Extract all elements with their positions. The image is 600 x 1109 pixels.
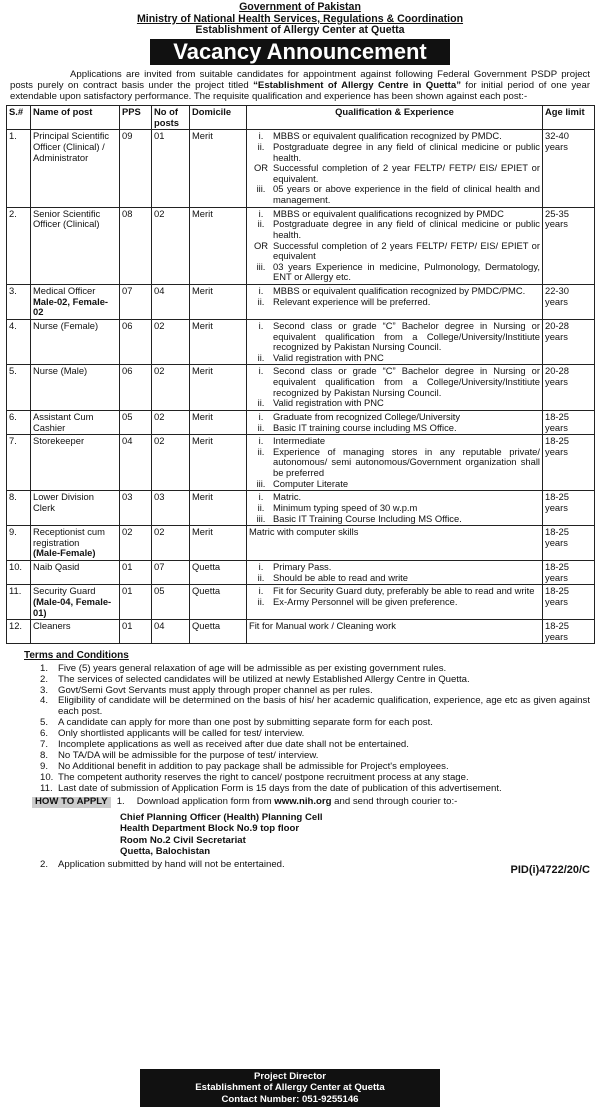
cell-post: [31, 435, 120, 491]
post-name: Lower Division Clerk: [33, 491, 94, 513]
cell-domicile: Merit: [190, 285, 247, 320]
qualification-text: Valid registration with PNC: [273, 351, 384, 363]
qualification-marker: ii.: [257, 445, 265, 457]
qualification-text: MBBS or equivalent qualification recognized by PMDC/PMC.: [273, 285, 526, 297]
term-text: The services of selected candidates will be utilized at newly Established Allergy Centre in Quetta.: [58, 673, 470, 685]
qualification-marker: iii.: [256, 477, 266, 489]
cell-sn: 2.: [7, 207, 31, 284]
cell-pps: 02: [120, 526, 152, 561]
cell-age: 18-25 years: [543, 585, 595, 620]
cell-sn: 7.: [7, 435, 31, 491]
term-text: Govt/Semi Govt Servants must apply through proper channel as per rules.: [58, 684, 373, 696]
post-name: Cleaners: [33, 620, 71, 632]
qualification-text: Basic IT training course including MS Office.: [273, 421, 457, 433]
qualification-marker: OR: [253, 162, 269, 174]
cell-qualification: [247, 585, 543, 620]
qualification-marker: i.: [258, 561, 264, 573]
cell-age: 18-25 years: [543, 561, 595, 585]
term-number: 1.: [40, 662, 49, 674]
table-row: [7, 491, 595, 526]
qualification-text: Graduate from recognized College/University: [273, 410, 461, 422]
qualification-text: Successful completion of 2 years FELTP/ FETP/ EIS/ EPIET or equivalent: [273, 239, 540, 262]
qualification-marker: i.: [258, 365, 264, 377]
qualification-marker: i.: [258, 319, 264, 331]
qualification-text: Second class or grade “C” Bachelor degree in Nursing or equivalent qualification from a College/University/Institiute recognized by Pakistan Nursing Council.: [273, 319, 540, 353]
qualification-text: Ex-Army Personnel will be given preference.: [273, 595, 458, 607]
qualification-text: MBBS or equivalent qualifications recognized by PMDC: [273, 207, 504, 219]
post-name: Assistant Cum Cashier: [33, 410, 94, 433]
cell-age: 18-25 years: [543, 526, 595, 561]
qualification-marker: ii.: [257, 571, 265, 583]
table-row: [7, 410, 595, 434]
qualification-text: Intermediate: [273, 435, 326, 447]
qualification-text: MBBS or equivalent qualification recognized by PMDC.: [273, 130, 502, 142]
col-header-sn: S.#: [7, 106, 31, 130]
cell-post: [31, 561, 120, 585]
col-header-pps: PPS: [120, 106, 152, 130]
cell-post: [31, 319, 120, 365]
qualification-marker: ii.: [257, 295, 265, 307]
cell-sn: 10.: [7, 561, 31, 585]
cell-post: [31, 130, 120, 207]
table-row: [7, 285, 595, 320]
cell-qualification: [247, 526, 543, 561]
apply-text-1: Download application form from: [136, 795, 275, 807]
cell-sn: 12.: [7, 620, 31, 644]
post-name: Senior Scientific Officer (Clinical): [33, 207, 101, 230]
qualification-marker: OR: [253, 239, 269, 251]
qualification-marker: ii.: [257, 351, 265, 363]
pid-number: PID(i)4722/20/C: [510, 863, 590, 876]
cell-age: 22-30 years: [543, 285, 595, 320]
address-line: Chief Planning Officer (Health) Planning Cell: [120, 811, 323, 823]
term-item: [24, 784, 590, 795]
qualification-marker: i.: [258, 585, 264, 597]
term-number: 7.: [40, 739, 49, 751]
cell-posts: 02: [152, 435, 190, 491]
qualification-marker: ii.: [257, 501, 265, 513]
address-line: Quetta, Balochistan: [120, 846, 211, 858]
how-to-apply-label: HOW TO APPLY: [32, 797, 111, 808]
cell-age: 20-28 years: [543, 365, 595, 411]
cell-pps: 05: [120, 410, 152, 434]
qualification-text: Relevant experience will be preferred.: [273, 295, 431, 307]
qualification-item: [249, 353, 540, 364]
footer-establishment: Establishment of Allergy Center at Quetta: [195, 1082, 385, 1093]
table-row: [7, 319, 595, 365]
terms-section: [24, 650, 590, 794]
apply-step-number: 1.: [116, 795, 125, 807]
qualification-text: Successful completion of 2 year FELTP/ FETP/ EIS/ EPIET or equivalent.: [273, 162, 540, 184]
qualification-text: 05 years or above experience in the field of clinical health and management.: [273, 183, 540, 206]
col-header-domicile: Domicile: [190, 106, 247, 130]
apply-note-number: 2.: [40, 858, 49, 870]
table-row: [7, 620, 595, 644]
cell-qualification: [247, 410, 543, 434]
qualification-text: Minimum typing speed of 30 w.p.m: [273, 501, 418, 513]
term-number: 2.: [40, 673, 49, 685]
qualification-text: Matric.: [273, 491, 302, 503]
cell-qualification: [247, 207, 543, 284]
qualification-marker: i.: [258, 207, 264, 219]
qualification-marker: ii.: [257, 218, 265, 230]
cell-sn: 6.: [7, 410, 31, 434]
cell-age: 18-25 years: [543, 410, 595, 434]
term-text: Incomplete applications as well as received after due date shall not be entertained.: [58, 739, 409, 751]
cell-qualification: [247, 319, 543, 365]
apply-instruction: [137, 797, 458, 808]
qualification-item: [249, 503, 540, 514]
cell-pps: 01: [120, 620, 152, 644]
qualification-item: [249, 366, 540, 398]
cell-sn: 11.: [7, 585, 31, 620]
qualification-text: Postgraduate degree in any field of clinical medicine or public health.: [273, 140, 540, 163]
header-government: Government of Pakistan: [239, 1, 361, 13]
table-row: [7, 526, 595, 561]
cell-posts: 01: [152, 130, 190, 207]
post-name: Medical Officer: [33, 285, 96, 297]
term-number: 8.: [40, 750, 49, 762]
qualification-item: [249, 447, 540, 479]
address-line: Room No.2 Civil Secretariat: [120, 834, 246, 846]
qualification-item: [249, 184, 540, 205]
cell-pps: 09: [120, 130, 152, 207]
footer-contact-number: Contact Number: 051-9255146: [221, 1093, 359, 1105]
cell-pps: 07: [120, 285, 152, 320]
header: [0, 0, 600, 37]
qualification-marker: iii.: [256, 183, 266, 195]
cell-qualification: [247, 620, 543, 644]
cell-post: [31, 410, 120, 434]
cell-age: 18-25 years: [543, 435, 595, 491]
cell-sn: 5.: [7, 365, 31, 411]
cell-posts: 04: [152, 620, 190, 644]
qualification-text: Postgraduate degree in any field of clinical medicine or public health.: [273, 218, 540, 240]
cell-post: [31, 526, 120, 561]
table-row: [7, 365, 595, 411]
header-ministry: Ministry of National Health Services, Regulations & Coordination: [136, 12, 464, 25]
qualification-marker: iii.: [256, 512, 266, 524]
qualification-text: Computer Literate: [273, 477, 349, 489]
download-link[interactable]: www.nih.org: [274, 795, 332, 807]
table-row: [7, 130, 595, 207]
qualification-marker: i.: [258, 130, 264, 142]
qualification-item: [249, 219, 540, 240]
qualification-item: [249, 412, 540, 423]
table-body: [7, 130, 595, 644]
cell-domicile: Merit: [190, 130, 247, 207]
address-line: Health Department Block No.9 top floor: [120, 823, 300, 835]
cell-posts: 02: [152, 526, 190, 561]
qualification-text: 03 years Experience in medicine, Pulmonology, Dermatology, ENT or Allergy etc.: [273, 260, 540, 283]
cell-pps: 03: [120, 491, 152, 526]
cell-post: [31, 285, 120, 320]
term-item: [24, 675, 590, 686]
table-row: [7, 585, 595, 620]
cell-qualification: [247, 365, 543, 411]
cell-age: 32-40 years: [543, 130, 595, 207]
cell-posts: 03: [152, 491, 190, 526]
apply-note: [24, 860, 590, 876]
qualification-text: Primary Pass.: [273, 561, 332, 573]
cell-sn: 9.: [7, 526, 31, 561]
qualification-item: [249, 514, 540, 525]
cell-age: 25-35 years: [543, 207, 595, 284]
qualification-item: [249, 142, 540, 163]
post-name: Nurse (Female): [33, 319, 99, 331]
qualification-text: Valid registration with PNC: [273, 397, 384, 409]
post-name: Receptionist cum registration: [33, 526, 105, 548]
cell-age: 18-25 years: [543, 620, 595, 644]
qualification-text: Fit for Manual work / Cleaning work: [249, 620, 396, 632]
cell-pps: 06: [120, 319, 152, 365]
cell-qualification: [247, 491, 543, 526]
qualification-text: Fit for Security Guard duty, preferably be able to read and write: [273, 585, 535, 597]
cell-posts: 02: [152, 410, 190, 434]
term-text: The competent authority reserves the right to cancel/ postpone recruitment process at any stage.: [58, 771, 469, 783]
qualification-item: [249, 398, 540, 409]
qualification-text: Experience of managing stores in any reputable private/ autonomous/ semi autonomous/Government organization shall be preferred: [273, 445, 540, 479]
cell-post: [31, 620, 120, 644]
qualification-item: [249, 241, 540, 262]
footer-contact: [140, 1069, 440, 1108]
cell-post: [31, 207, 120, 284]
qualification-text: Basic IT Training Course Including MS Office.: [273, 512, 462, 524]
cell-qualification: [247, 435, 543, 491]
cell-pps: 06: [120, 365, 152, 411]
term-text: Five (5) years general relaxation of age will be admissible as per existing government rules.: [58, 662, 447, 674]
term-number: 3.: [40, 684, 49, 696]
apply-note-text: Application submitted by hand will not be entertained.: [58, 858, 285, 870]
header-establishment: Establishment of Allergy Center at Quetta: [195, 24, 405, 37]
table-header-row: [7, 106, 595, 130]
cell-age: 20-28 years: [543, 319, 595, 365]
terms-list: [24, 664, 590, 795]
term-item: [24, 696, 590, 718]
term-text: Last date of submission of Application Form is 15 days from the date of publication of this advertisement.: [58, 782, 502, 794]
qualification-marker: ii.: [257, 421, 265, 433]
cell-pps: 01: [120, 585, 152, 620]
cell-domicile: Quetta: [190, 620, 247, 644]
term-number: 4.: [40, 695, 49, 707]
cell-sn: 4.: [7, 319, 31, 365]
qualification-marker: ii.: [257, 397, 265, 409]
qualification-item: [249, 163, 540, 184]
cell-pps: 04: [120, 435, 152, 491]
post-name: Principal Scientific Officer (Clinical) / Administrator: [33, 130, 110, 163]
table-row: [7, 561, 595, 585]
cell-posts: 02: [152, 365, 190, 411]
post-name: Naib Qasid: [33, 561, 80, 573]
table-row: [7, 207, 595, 284]
cell-pps: 08: [120, 207, 152, 284]
qualification-item: [249, 321, 540, 353]
term-number: 9.: [40, 760, 49, 772]
post-breakdown: Male-02, Female-02: [33, 295, 109, 318]
footer-title: Project Director: [254, 1070, 326, 1082]
cell-domicile: Merit: [190, 365, 247, 411]
cell-sn: 8.: [7, 491, 31, 526]
cell-post: [31, 585, 120, 620]
post-breakdown: (Male-Female): [33, 547, 96, 559]
post-name: Nurse (Male): [33, 365, 88, 377]
cell-qualification: [247, 561, 543, 585]
table-row: [7, 435, 595, 491]
qualification-item: [249, 621, 540, 632]
cell-post: [31, 491, 120, 526]
cell-posts: 02: [152, 319, 190, 365]
post-name: Storekeeper: [33, 435, 85, 447]
how-to-apply: [32, 797, 590, 808]
qualification-marker: ii.: [257, 140, 265, 152]
cell-qualification: [247, 285, 543, 320]
cell-posts: 02: [152, 207, 190, 284]
qualification-item: [249, 479, 540, 490]
post-breakdown: (Male-04, Female-01): [33, 595, 112, 618]
col-header-qualification: Qualification & Experience: [247, 106, 543, 130]
qualification-item: [249, 262, 540, 283]
term-text: Only shortlisted applicants will be called for test/ interview.: [58, 728, 305, 740]
term-text: No Additional benefit in addition to pay package shall be admissible for Project's employees.: [58, 760, 449, 772]
post-name: Security Guard: [33, 585, 96, 597]
col-header-no: No of posts: [152, 106, 190, 130]
qualification-marker: i.: [258, 410, 264, 422]
qualification-marker: i.: [258, 435, 264, 447]
courier-address: [120, 812, 600, 858]
term-text: No TA/DA will be admissible for the purpose of test/ interview.: [58, 750, 319, 762]
cell-posts: 04: [152, 285, 190, 320]
cell-domicile: Quetta: [190, 561, 247, 585]
cell-pps: 01: [120, 561, 152, 585]
cell-domicile: Merit: [190, 491, 247, 526]
qualification-marker: iii.: [256, 260, 266, 272]
qualification-item: [249, 297, 540, 308]
term-text: A candidate can apply for more than one post by submitting separate form for each post.: [58, 717, 433, 729]
intro-project-title: “Establishment of Allergy Centre in Quetta”: [253, 79, 461, 91]
vacancy-banner: Vacancy Announcement: [150, 39, 450, 65]
term-text: Eligibility of candidate will be determined on the basis of his/ her academic qualification, experience, age etc as given against each post.: [58, 695, 590, 718]
qualification-marker: i.: [258, 285, 264, 297]
qualification-item: [249, 573, 540, 584]
intro-paragraph: [10, 69, 590, 102]
term-number: 10.: [40, 771, 54, 783]
cell-domicile: Merit: [190, 435, 247, 491]
qualification-text: Second class or grade “C” Bachelor degree in Nursing or equivalent qualification from a College/University/Institiute recognized by Pakistan Nursing Council.: [273, 365, 540, 398]
term-number: 6.: [40, 728, 49, 740]
cell-domicile: Merit: [190, 410, 247, 434]
cell-sn: 1.: [7, 130, 31, 207]
qualification-text: Matric with computer skills: [249, 526, 359, 538]
qualification-marker: ii.: [257, 595, 265, 607]
vacancy-table: [6, 105, 595, 644]
col-header-age: Age limit: [543, 106, 595, 130]
term-number: 11.: [40, 782, 53, 794]
cell-age: 18-25 years: [543, 491, 595, 526]
apply-text-2: and send through courier to:-: [331, 795, 458, 807]
intro-part1: Applications are invited from suitable candidates for appointment against following Federal Government PSDP project posts purely on contract basis under the project titled: [10, 68, 590, 91]
cell-qualification: [247, 130, 543, 207]
terms-title: Terms and Conditions: [24, 650, 129, 662]
term-item: [24, 664, 590, 675]
col-header-post: Name of post: [31, 106, 120, 130]
qualification-item: [249, 423, 540, 434]
qualification-text: Should be able to read and write: [273, 571, 408, 583]
cell-post: [31, 365, 120, 411]
cell-sn: 3.: [7, 285, 31, 320]
qualification-item: [249, 597, 540, 608]
cell-domicile: Merit: [190, 319, 247, 365]
cell-domicile: Merit: [190, 207, 247, 284]
intro-part2: for initial period of one year extendable upon satisfactory performance. The requisite qualification and experience has been shown against each post:-: [10, 79, 591, 102]
qualification-marker: i.: [258, 491, 264, 503]
cell-posts: 07: [152, 561, 190, 585]
cell-domicile: Quetta: [190, 585, 247, 620]
cell-domicile: Merit: [190, 526, 247, 561]
cell-posts: 05: [152, 585, 190, 620]
qualification-item: [249, 527, 540, 538]
term-number: 5.: [40, 717, 49, 729]
